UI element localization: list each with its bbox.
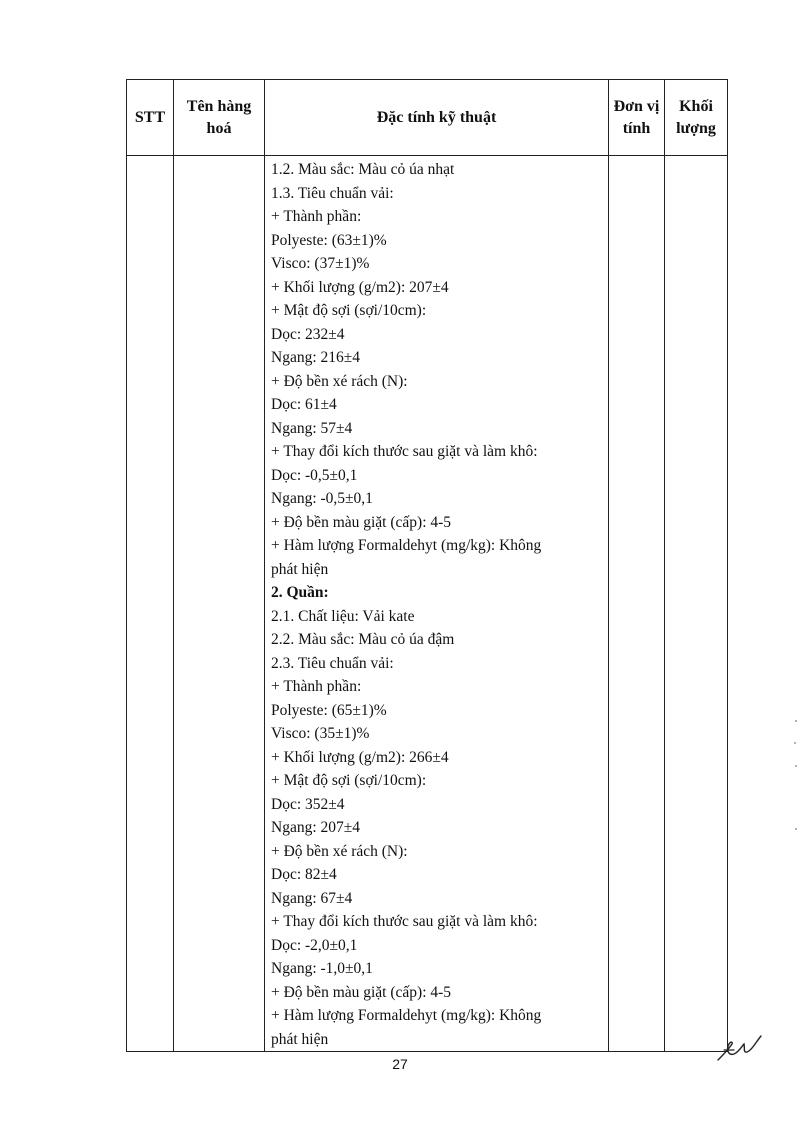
header-don-vi-tinh: Đơn vị tính [609,80,665,156]
spec-line: + Khối lượng (g/m2): 207±4 [271,278,449,296]
spec-line: Visco: (37±1)% [271,255,370,272]
scan-speck [795,720,797,722]
spec-line: + Thay đổi kích thước sau giặt và làm khô: [271,913,538,930]
spec-line: + Mật độ sợi (sợi/10cm): [271,772,427,789]
scan-speck [795,828,797,830]
spec-line: + Thành phần: [271,208,362,225]
table-header-row [127,80,728,156]
spec-line: + Thành phần: [271,678,362,695]
spec-line: 2. Quần: [271,584,329,601]
spec-line: 2.3. Tiêu chuẩn vải: [271,654,394,672]
spec-line: + Độ bền màu giặt (cấp): 4-5 [271,513,452,531]
spec-line: 1.2. Màu sắc: Màu cỏ úa nhạt [271,161,455,178]
spec-line: + Hàm lượng Formaldehyt (mg/kg): Không [271,537,542,554]
header-stt: STT [127,80,174,156]
cell-stt [127,156,174,1052]
header-dac-tinh-ky-thuat: Đặc tính kỹ thuật [265,80,609,156]
spec-table [126,79,728,1052]
spec-line: Dọc: 61±4 [271,396,337,413]
spec-line: Dọc: -0,5±0,1 [271,466,358,484]
cell-ten-hang-hoa [174,156,265,1052]
spec-line: + Khối lượng (g/m2): 266±4 [271,748,449,766]
spec-line: 2.2. Màu sắc: Màu cỏ úa đậm [271,631,455,648]
spec-line: Ngang: 67±4 [271,889,353,907]
spec-line: phát hiện [271,560,329,578]
cell-khoi-luong [665,156,728,1052]
spec-line: Dọc: 352±4 [271,795,345,813]
spec-line: Ngang: 207±4 [271,819,361,836]
spec-line: + Thay đổi kích thước sau giặt và làm khô: [271,443,538,460]
spec-line: + Độ bền xé rách (N): [271,842,408,860]
header-khoi-luong: Khối lượng [665,80,728,156]
spec-line: + Mật độ sợi (sợi/10cm): [271,302,427,319]
spec-line: + Độ bền màu giặt (cấp): 4-5 [271,983,452,1001]
spec-line: Polyeste: (65±1)% [271,701,387,719]
spec-line: 2.1. Chất liệu: Vải kate [271,607,415,625]
spec-line: + Độ bền xé rách (N): [271,372,408,390]
spec-lines [265,156,608,1051]
spec-line: Dọc: 82±4 [271,866,337,883]
cell-dac-tinh-ky-thuat [265,156,609,1052]
spec-line: + Hàm lượng Formaldehyt (mg/kg): Không [271,1007,542,1024]
header-ten-hang-hoa: Tên hàng hoá [174,80,265,156]
table-row [127,156,728,1052]
spec-line: Dọc: -2,0±0,1 [271,936,358,954]
spec-line: Visco: (35±1)% [271,725,370,742]
spec-line: Ngang: 216±4 [271,349,361,366]
spec-line: Ngang: 57±4 [271,419,353,437]
spec-line: Ngang: -1,0±0,1 [271,960,373,977]
scan-speck [795,765,797,767]
cell-don-vi-tinh [609,156,665,1052]
spec-line: 1.3. Tiêu chuẩn vải: [271,184,394,202]
spec-line: Polyeste: (63±1)% [271,231,387,249]
page-number: 27 [392,1056,408,1072]
spec-line: phát hiện [271,1030,329,1048]
scan-speck [794,742,796,744]
spec-line: Ngang: -0,5±0,1 [271,490,373,507]
spec-line: Dọc: 232±4 [271,325,345,343]
